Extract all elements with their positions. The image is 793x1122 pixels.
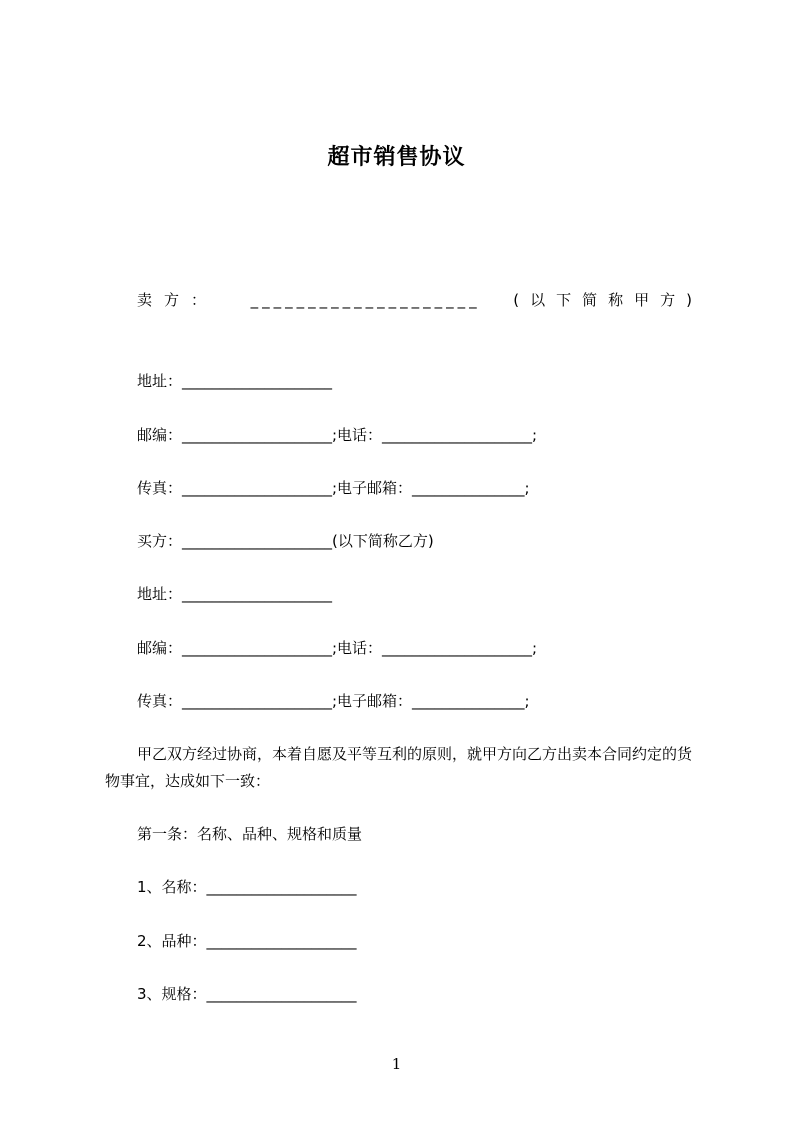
document-title: 超市销售协议 bbox=[327, 145, 466, 170]
article1-item-name: 1、名称：____________________ bbox=[137, 878, 357, 896]
buyer-postcode-phone-line: 邮编：____________________;电话：____________________; bbox=[137, 639, 538, 657]
buyer-address-line: 地址：____________________ bbox=[137, 585, 333, 603]
seller-blank: ____________________ bbox=[250, 291, 481, 309]
seller-postcode-phone-line: 邮编：____________________;电话：____________________; bbox=[137, 426, 538, 444]
article1-item-variety: 2、品种：____________________ bbox=[137, 932, 357, 950]
buyer-fax-email-line: 传真：____________________;电子邮箱：_______________; bbox=[137, 692, 530, 710]
article1-heading: 第一条：名称、品种、规格和质量 bbox=[137, 825, 363, 843]
seller-suffix: (以下简称甲方) bbox=[513, 291, 703, 309]
seller-line bbox=[137, 290, 703, 310]
seller-fax-email-line: 传真：____________________;电子邮箱：_______________; bbox=[137, 479, 530, 497]
buyer-line: 买方：____________________(以下简称乙方) bbox=[137, 532, 434, 550]
seller-address-line: 地址：____________________ bbox=[137, 372, 333, 390]
page-number: 1 bbox=[391, 1055, 402, 1073]
seller-label: 卖方： bbox=[137, 291, 219, 309]
article1-item-spec: 3、规格：____________________ bbox=[137, 985, 357, 1003]
intro-paragraph: 甲乙双方经过协商，本着自愿及平等互利的原则，就甲方向乙方出卖本合同约定的货物事宜，达成如下一致： bbox=[105, 745, 693, 790]
